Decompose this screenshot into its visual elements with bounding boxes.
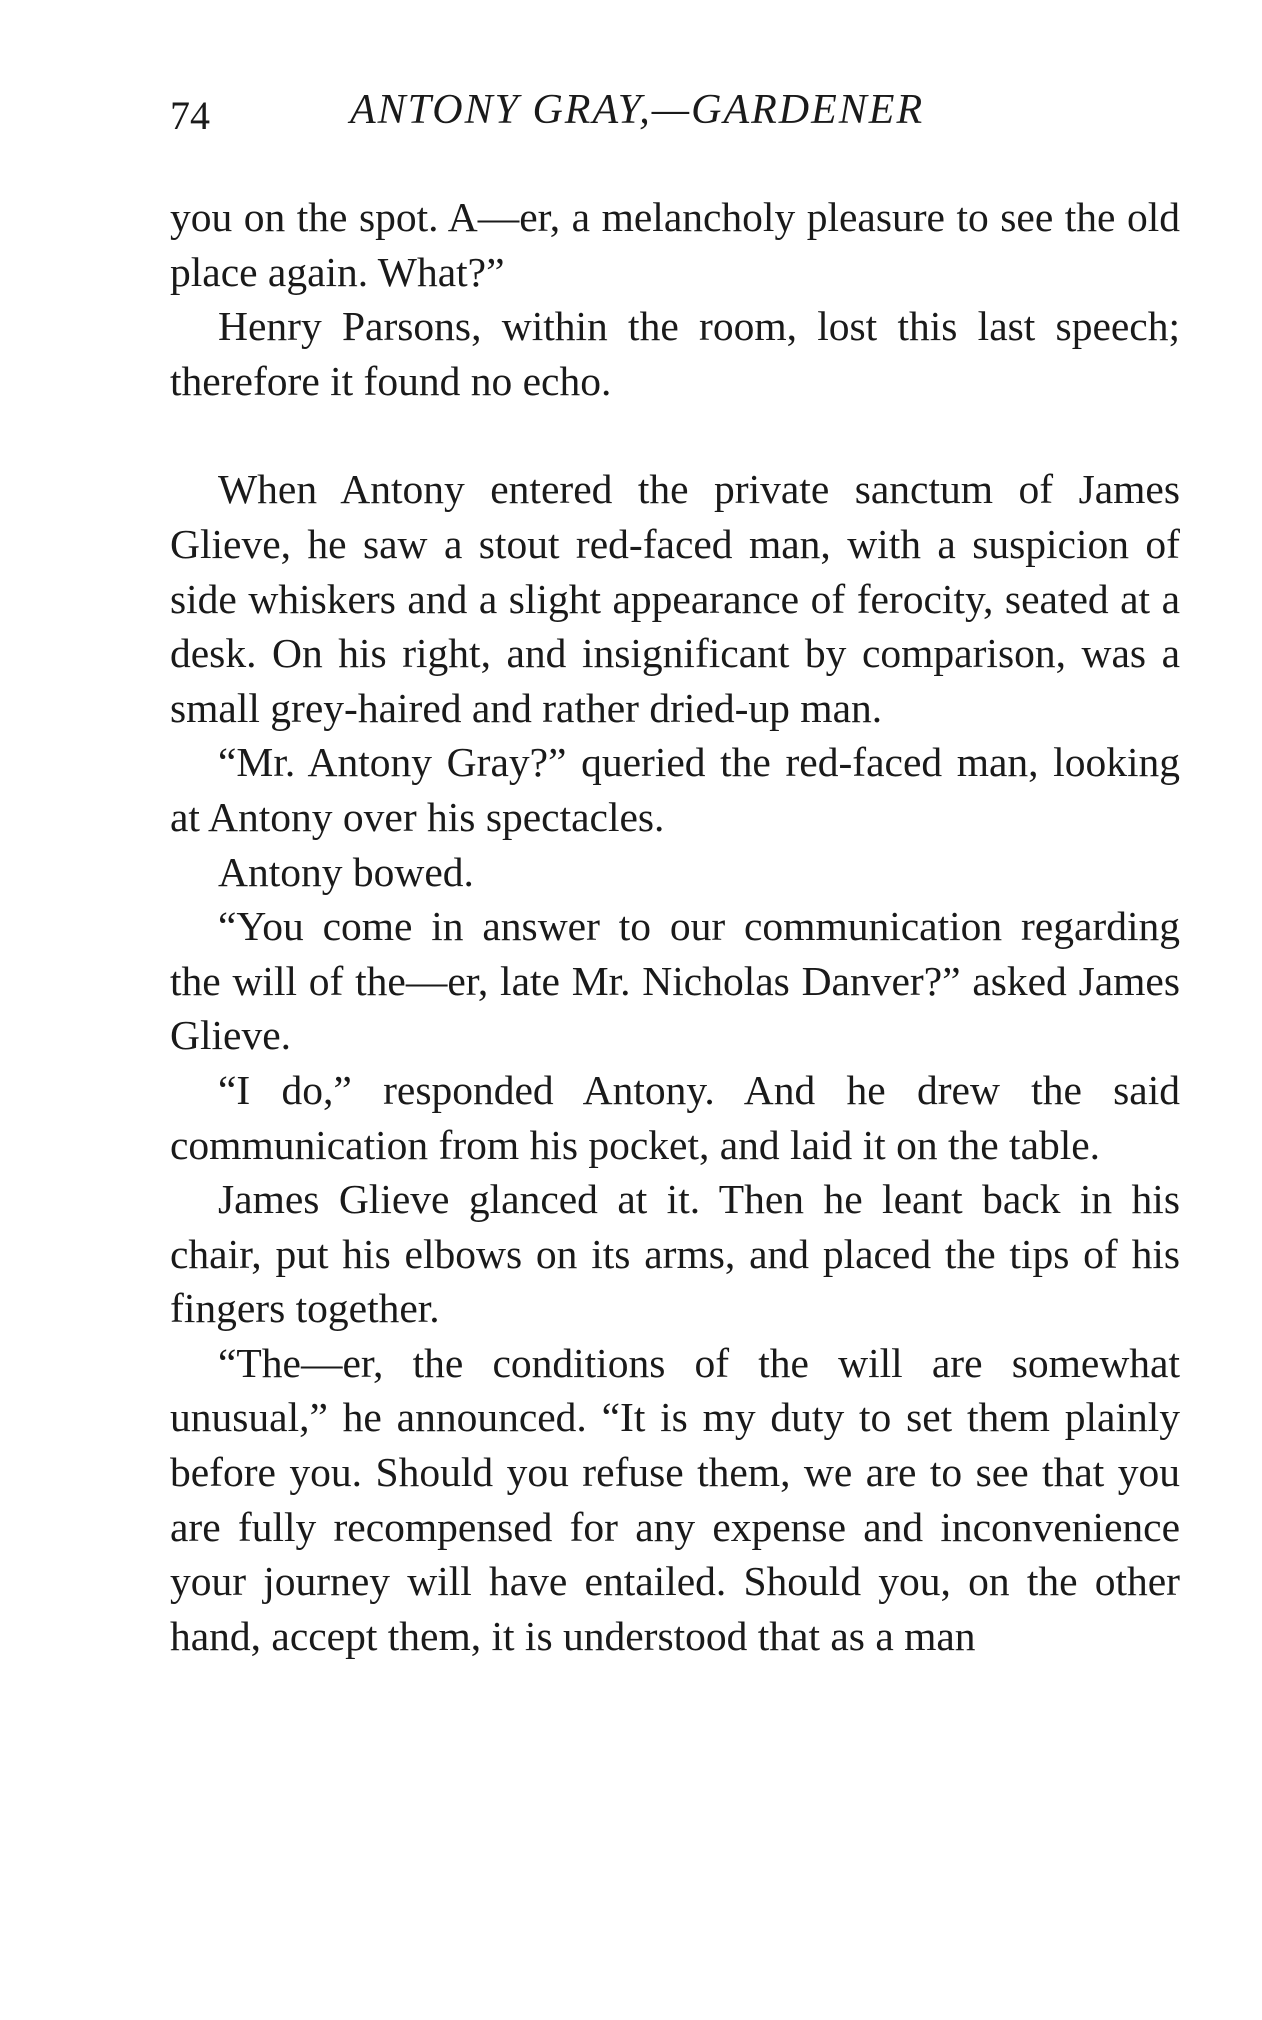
paragraph: “The—er, the conditions of the will are somewhat unusual,” he announced. “It is my duty to set them plainly before you. Should you refuse them, we are to see that you are fully recompensed for any expense and inconvenience your journey will have entailed. Should you, on the other hand, accept them, it is understood that as a man (170, 1339, 1180, 1659)
paragraph: James Glieve glanced at it. Then he leant back in his chair, put his elbows on its arms, and placed the tips of his fingers together. (170, 1176, 1180, 1332)
running-title: ANTONY GRAY,—GARDENER (350, 87, 925, 133)
running-head (170, 86, 1190, 146)
paragraph-continuation: you on the spot. A—er, a melancholy pleasure to see the old place again. What?” (170, 194, 1180, 295)
body-text (170, 190, 1180, 1663)
paragraph: Antony bowed. (218, 848, 474, 895)
paragraph: When Antony entered the private sanctum of James Glieve, he saw a stout red-faced man, with a suspicion of side whiskers and a slight appearance of ferocity, seated at a desk. On his right, and insignificant by comparison, was a small grey-haired and rather dried-up man. (170, 466, 1180, 731)
paragraph: “I do,” responded Antony. And he drew the said communication from his pocket, and laid it on the table. (170, 1066, 1180, 1168)
paragraph: “Mr. Antony Gray?” queried the red-faced man, looking at Antony over his spectacles. (170, 739, 1180, 840)
paragraph: Henry Parsons, within the room, lost this last speech; therefore it found no echo. (170, 303, 1180, 404)
paragraph: “You come in answer to our communication regarding the will of the—er, late Mr. Nicholas Danver?” asked James Glieve. (170, 903, 1180, 1059)
page-number: 74 (170, 93, 210, 138)
